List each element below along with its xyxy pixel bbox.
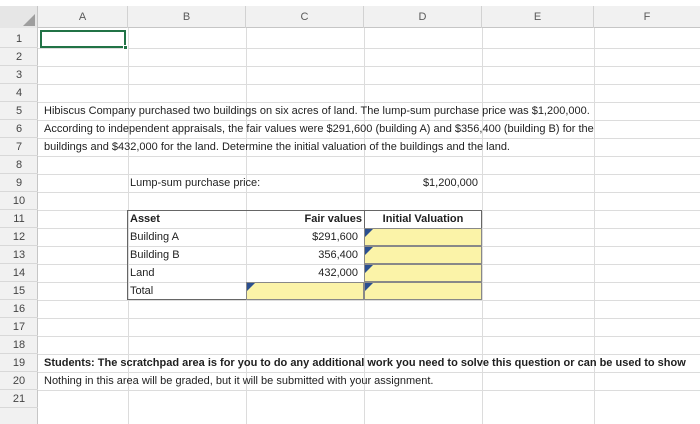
asset-total: Total [130, 285, 154, 297]
row-header[interactable]: 6 [0, 120, 38, 138]
column-header-f[interactable]: F [643, 11, 651, 23]
total-fair-value-cell[interactable] [246, 282, 364, 300]
initial-valuation-building-a-cell[interactable] [364, 228, 482, 246]
fair-value-building-a: $291,600 [312, 231, 358, 243]
initial-valuation-land-cell[interactable] [364, 264, 482, 282]
initial-valuation-building-a-input[interactable] [365, 229, 481, 245]
input-marker-icon [365, 247, 373, 255]
total-initial-valuation-input[interactable] [365, 283, 481, 299]
row-header[interactable]: 10 [0, 192, 38, 210]
row-header[interactable]: 4 [0, 84, 38, 102]
asset-building-a: Building A [130, 231, 179, 243]
row-header[interactable]: 20 [0, 372, 38, 390]
asset-land: Land [130, 267, 155, 279]
row-header[interactable]: 13 [0, 246, 38, 264]
lump-sum-label: Lump-sum purchase price: [130, 177, 261, 189]
fair-value-land: 432,000 [318, 267, 358, 279]
row-header[interactable]: 11 [0, 210, 38, 228]
row-header[interactable]: 8 [0, 156, 38, 174]
fair-values-column-header: Fair values [304, 213, 362, 225]
row-header[interactable]: 14 [0, 264, 38, 282]
total-initial-valuation-cell[interactable] [364, 282, 482, 300]
column-header-c[interactable]: C [246, 6, 364, 28]
lump-sum-value: $1,200,000 [422, 177, 478, 189]
row-header[interactable]: 12 [0, 228, 38, 246]
row-header[interactable]: 1 [0, 30, 38, 48]
row-header[interactable]: 9 [0, 174, 38, 192]
row-header-bar [0, 28, 38, 424]
grid-line [38, 336, 700, 337]
input-marker-icon [365, 283, 373, 291]
row-header[interactable]: 19 [0, 354, 38, 372]
problem-text-line-3: buildings and $432,000 for the land. Determine the initial valuation of the buildings and the land. [44, 141, 510, 153]
column-header-a[interactable]: A [38, 6, 128, 28]
row-header[interactable]: 16 [0, 300, 38, 318]
fill-handle[interactable] [123, 45, 128, 50]
grid-line [38, 300, 700, 301]
grid-line [38, 192, 700, 193]
select-all-corner[interactable] [0, 6, 38, 28]
asset-column-header: Asset [130, 213, 160, 225]
problem-text-line-2: According to independent appraisals, the fair values were $291,600 (building A) and $356,400 (building B) for the [44, 123, 594, 135]
row-header[interactable]: 21 [0, 390, 38, 408]
row-header[interactable]: 15 [0, 282, 38, 300]
selected-cell-a1[interactable] [40, 30, 126, 48]
grid-line [38, 156, 700, 157]
grid-line [38, 48, 700, 49]
input-marker-icon [365, 265, 373, 273]
column-header-d[interactable]: D [364, 6, 482, 28]
row-header[interactable]: 5 [0, 102, 38, 120]
select-all-icon [23, 14, 35, 26]
column-header-bar [0, 6, 700, 28]
initial-valuation-building-b-input[interactable] [365, 247, 481, 263]
total-fair-value-input[interactable] [247, 283, 363, 299]
scratchpad-note-line-1: Students: The scratchpad area is for you to do any additional work you need to solve this question or can be used to show [44, 357, 686, 369]
row-header[interactable]: 2 [0, 48, 38, 66]
input-marker-icon [247, 283, 255, 291]
scratchpad-note-line-2: Nothing in this area will be graded, but it will be submitted with your assignment. [44, 375, 434, 387]
grid-line [38, 390, 700, 391]
initial-valuation-building-b-cell[interactable] [364, 246, 482, 264]
row-header[interactable]: 18 [0, 336, 38, 354]
input-marker-icon [365, 229, 373, 237]
fair-value-building-b: 356,400 [318, 249, 358, 261]
initial-valuation-column-header: Initial Valuation [382, 213, 464, 225]
row-header[interactable]: 3 [0, 66, 38, 84]
asset-building-b: Building B [130, 249, 180, 261]
row-header[interactable]: 17 [0, 318, 38, 336]
grid-line [38, 318, 700, 319]
grid-line [38, 84, 700, 85]
column-header-b[interactable]: B [128, 6, 246, 28]
initial-valuation-land-input[interactable] [365, 265, 481, 281]
grid-line [38, 66, 700, 67]
column-header-e[interactable]: E [482, 6, 594, 28]
problem-text-line-1: Hibiscus Company purchased two buildings on six acres of land. The lump-sum purchase price was $1,200,000. [44, 105, 590, 117]
row-header[interactable]: 7 [0, 138, 38, 156]
